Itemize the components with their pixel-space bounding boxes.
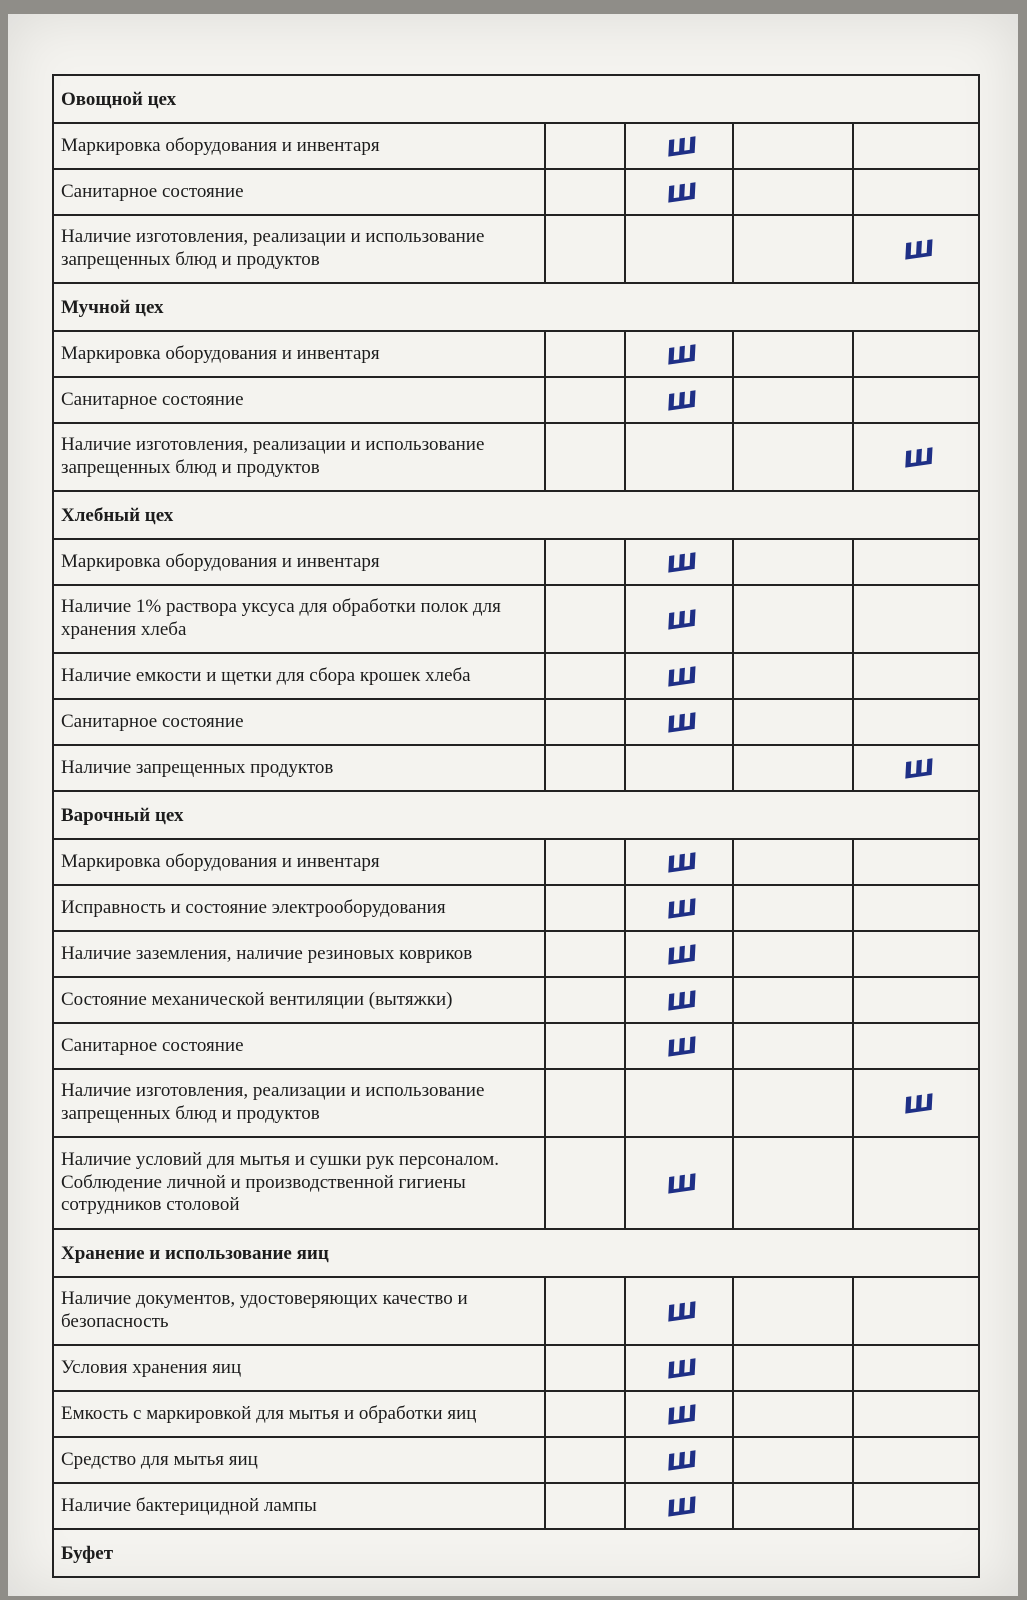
- handwritten-mark: ш: [900, 748, 932, 787]
- mark-cell: [625, 585, 733, 653]
- mark-cell: [733, 1137, 853, 1229]
- mark-cell: [733, 585, 853, 653]
- mark-cell: [545, 539, 625, 585]
- mark-cell: [853, 539, 979, 585]
- section-header-row: [53, 791, 979, 839]
- mark-cell: [625, 123, 733, 169]
- mark-cell: [625, 215, 733, 283]
- mark-cell: [625, 745, 733, 791]
- section-header-row: [53, 1229, 979, 1277]
- checklist-row: [53, 1437, 979, 1483]
- item-label: Маркировка оборудования и инвентаря: [53, 539, 545, 585]
- mark-cell: [625, 839, 733, 885]
- mark-cell: [733, 931, 853, 977]
- checklist-row: [53, 1023, 979, 1069]
- mark-cell: [733, 1277, 853, 1345]
- handwritten-mark: ш: [663, 888, 695, 927]
- mark-cell: [853, 1391, 979, 1437]
- mark-cell: [545, 885, 625, 931]
- handwritten-mark: ш: [663, 1026, 695, 1065]
- mark-cell: [545, 123, 625, 169]
- mark-cell: [625, 885, 733, 931]
- handwritten-mark: ш: [663, 172, 695, 211]
- checklist-row: [53, 377, 979, 423]
- checklist-row: [53, 699, 979, 745]
- checklist-row: [53, 885, 979, 931]
- item-label: Наличие документов, удостоверяющих качество и безопасность: [53, 1277, 545, 1345]
- handwritten-mark: ш: [663, 126, 695, 165]
- mark-cell: [625, 1437, 733, 1483]
- checklist-row: [53, 423, 979, 491]
- mark-cell: [733, 377, 853, 423]
- mark-cell: [853, 1483, 979, 1529]
- item-label: Маркировка оборудования и инвентаря: [53, 331, 545, 377]
- mark-cell: [625, 931, 733, 977]
- mark-cell: [853, 1069, 979, 1137]
- mark-cell: [733, 331, 853, 377]
- mark-cell: [733, 699, 853, 745]
- item-label: Условия хранения яиц: [53, 1345, 545, 1391]
- mark-cell: [853, 423, 979, 491]
- handwritten-mark: ш: [663, 656, 695, 695]
- section-title: Хранение и использование яиц: [53, 1229, 979, 1277]
- item-label: Наличие емкости и щетки для сбора крошек хлеба: [53, 653, 545, 699]
- item-label: Наличие запрещенных продуктов: [53, 745, 545, 791]
- handwritten-mark: ш: [663, 980, 695, 1019]
- checklist-row: [53, 931, 979, 977]
- item-label: Наличие бактерицидной лампы: [53, 1483, 545, 1529]
- mark-cell: [625, 423, 733, 491]
- item-label: Маркировка оборудования и инвентаря: [53, 839, 545, 885]
- mark-cell: [853, 1023, 979, 1069]
- mark-cell: [733, 1437, 853, 1483]
- mark-cell: [625, 539, 733, 585]
- inspection-checklist-table: [52, 74, 980, 1578]
- checklist-row: [53, 1345, 979, 1391]
- mark-cell: [545, 977, 625, 1023]
- mark-cell: [545, 1391, 625, 1437]
- checklist-row: [53, 1483, 979, 1529]
- mark-cell: [733, 1023, 853, 1069]
- checklist-row: [53, 1137, 979, 1229]
- mark-cell: [733, 123, 853, 169]
- mark-cell: [545, 699, 625, 745]
- mark-cell: [853, 653, 979, 699]
- mark-cell: [545, 745, 625, 791]
- checklist-row: [53, 745, 979, 791]
- mark-cell: [545, 1023, 625, 1069]
- mark-cell: [625, 1391, 733, 1437]
- section-title: Варочный цех: [53, 791, 979, 839]
- section-header-row: [53, 491, 979, 539]
- mark-cell: [625, 331, 733, 377]
- mark-cell: [853, 169, 979, 215]
- item-label: Наличие изготовления, реализации и использование запрещенных блюд и продуктов: [53, 423, 545, 491]
- mark-cell: [733, 1391, 853, 1437]
- mark-cell: [853, 585, 979, 653]
- handwritten-mark: ш: [663, 1486, 695, 1525]
- item-label: Наличие 1% раствора уксуса для обработки полок для хранения хлеба: [53, 585, 545, 653]
- mark-cell: [733, 977, 853, 1023]
- mark-cell: [733, 885, 853, 931]
- checklist-row: [53, 1069, 979, 1137]
- mark-cell: [545, 931, 625, 977]
- mark-cell: [545, 377, 625, 423]
- mark-cell: [625, 1069, 733, 1137]
- section-title: Овощной цех: [53, 75, 979, 123]
- mark-cell: [625, 977, 733, 1023]
- mark-cell: [853, 839, 979, 885]
- handwritten-mark: ш: [900, 437, 932, 476]
- mark-cell: [545, 1137, 625, 1229]
- checklist-row: [53, 539, 979, 585]
- handwritten-mark: ш: [663, 1394, 695, 1433]
- handwritten-mark: ш: [663, 380, 695, 419]
- item-label: Емкость с маркировкой для мытья и обработки яиц: [53, 1391, 545, 1437]
- mark-cell: [733, 1069, 853, 1137]
- handwritten-mark: ш: [663, 334, 695, 373]
- mark-cell: [733, 839, 853, 885]
- item-label: Наличие изготовления, реализации и использование запрещенных блюд и продуктов: [53, 1069, 545, 1137]
- mark-cell: [545, 215, 625, 283]
- mark-cell: [733, 215, 853, 283]
- handwritten-mark: ш: [663, 1348, 695, 1387]
- mark-cell: [853, 123, 979, 169]
- item-label: Санитарное состояние: [53, 1023, 545, 1069]
- section-title: Буфет: [53, 1529, 979, 1577]
- mark-cell: [853, 885, 979, 931]
- checklist-row: [53, 1277, 979, 1345]
- mark-cell: [733, 1483, 853, 1529]
- mark-cell: [545, 1345, 625, 1391]
- item-label: Наличие изготовления, реализации и использование запрещенных блюд и продуктов: [53, 215, 545, 283]
- mark-cell: [625, 377, 733, 423]
- mark-cell: [545, 169, 625, 215]
- handwritten-mark: ш: [663, 1291, 695, 1330]
- item-label: Средство для мытья яиц: [53, 1437, 545, 1483]
- mark-cell: [625, 1023, 733, 1069]
- item-label: Маркировка оборудования и инвентаря: [53, 123, 545, 169]
- mark-cell: [853, 1137, 979, 1229]
- handwritten-mark: ш: [663, 542, 695, 581]
- handwritten-mark: ш: [663, 1440, 695, 1479]
- mark-cell: [545, 839, 625, 885]
- mark-cell: [625, 699, 733, 745]
- item-label: Санитарное состояние: [53, 169, 545, 215]
- mark-cell: [545, 1483, 625, 1529]
- handwritten-mark: ш: [663, 1163, 695, 1202]
- mark-cell: [545, 423, 625, 491]
- item-label: Состояние механической вентиляции (вытяжки): [53, 977, 545, 1023]
- checklist-row: [53, 977, 979, 1023]
- handwritten-mark: ш: [900, 1083, 932, 1122]
- handwritten-mark: ш: [663, 599, 695, 638]
- mark-cell: [545, 585, 625, 653]
- mark-cell: [625, 1483, 733, 1529]
- mark-cell: [853, 1277, 979, 1345]
- document-page: [8, 14, 1018, 1596]
- mark-cell: [853, 745, 979, 791]
- checklist-row: [53, 123, 979, 169]
- item-label: Исправность и состояние электрооборудования: [53, 885, 545, 931]
- mark-cell: [853, 1437, 979, 1483]
- mark-cell: [733, 745, 853, 791]
- mark-cell: [853, 377, 979, 423]
- mark-cell: [545, 1069, 625, 1137]
- mark-cell: [733, 539, 853, 585]
- mark-cell: [625, 653, 733, 699]
- item-label: Наличие условий для мытья и сушки рук персоналом. Соблюдение личной и производственной гигиены сотрудников столовой: [53, 1137, 545, 1229]
- mark-cell: [733, 1345, 853, 1391]
- mark-cell: [853, 977, 979, 1023]
- mark-cell: [625, 1137, 733, 1229]
- handwritten-mark: ш: [663, 842, 695, 881]
- mark-cell: [545, 1437, 625, 1483]
- mark-cell: [733, 169, 853, 215]
- checklist-row: [53, 215, 979, 283]
- section-header-row: [53, 283, 979, 331]
- mark-cell: [625, 1277, 733, 1345]
- mark-cell: [625, 169, 733, 215]
- checklist-row: [53, 331, 979, 377]
- handwritten-mark: ш: [900, 229, 932, 268]
- mark-cell: [853, 331, 979, 377]
- section-header-row: [53, 75, 979, 123]
- checklist-row: [53, 653, 979, 699]
- checklist-row: [53, 1391, 979, 1437]
- checklist-row: [53, 169, 979, 215]
- mark-cell: [733, 653, 853, 699]
- handwritten-mark: ш: [663, 702, 695, 741]
- mark-cell: [733, 423, 853, 491]
- section-title: Мучной цех: [53, 283, 979, 331]
- mark-cell: [853, 215, 979, 283]
- checklist-row: [53, 839, 979, 885]
- section-title: Хлебный цех: [53, 491, 979, 539]
- mark-cell: [853, 699, 979, 745]
- item-label: Санитарное состояние: [53, 699, 545, 745]
- mark-cell: [625, 1345, 733, 1391]
- mark-cell: [853, 931, 979, 977]
- item-label: Санитарное состояние: [53, 377, 545, 423]
- handwritten-mark: ш: [663, 934, 695, 973]
- mark-cell: [545, 653, 625, 699]
- checklist-row: [53, 585, 979, 653]
- mark-cell: [853, 1345, 979, 1391]
- item-label: Наличие заземления, наличие резиновых ковриков: [53, 931, 545, 977]
- mark-cell: [545, 331, 625, 377]
- mark-cell: [545, 1277, 625, 1345]
- section-header-row: [53, 1529, 979, 1577]
